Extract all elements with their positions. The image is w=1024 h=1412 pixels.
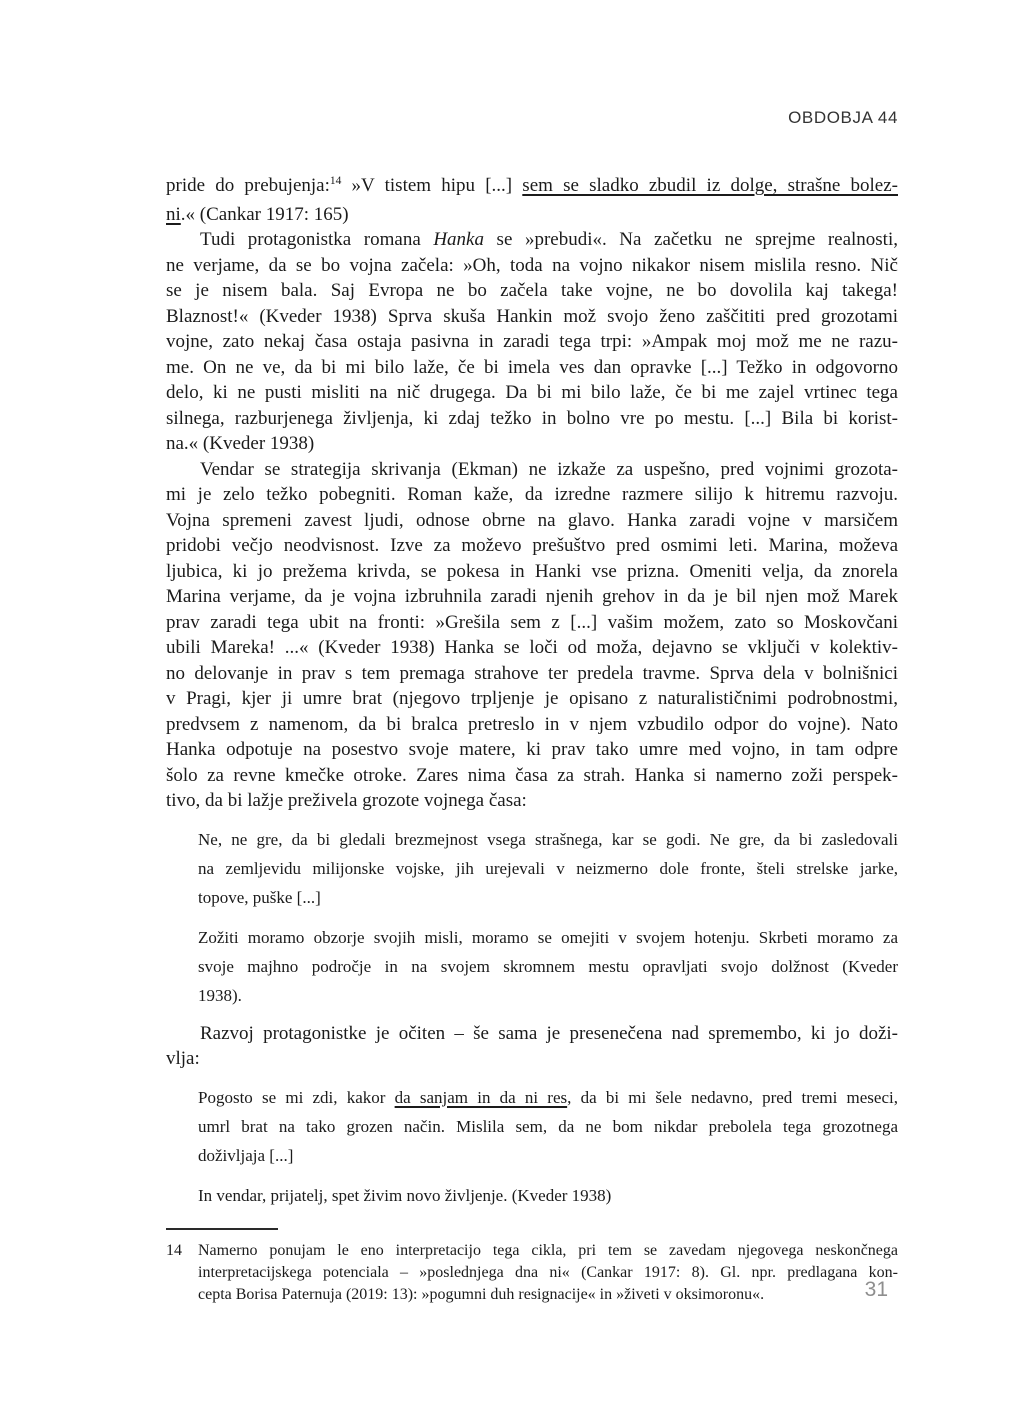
text-segment: Razvoj protagonistke je očiten – še sama je presenečena nad spremembo, ki jo doži- <box>200 1022 898 1044</box>
text-line <box>166 737 898 763</box>
text-segment: Ne, ne gre, da bi gledali brezmejnost vsega strašnega, kar se godi. Ne gre, da bi zasledovali <box>198 829 898 849</box>
text-line <box>166 355 898 381</box>
block-quote <box>198 825 898 912</box>
text-line <box>166 457 898 483</box>
text-line <box>166 1021 898 1047</box>
text-line <box>198 1240 898 1262</box>
text-segment: »V tistem hipu [...] <box>341 175 523 196</box>
text-line <box>166 1046 898 1072</box>
text-line <box>166 227 898 253</box>
text-segment: mi je zelo težko pobegniti. Roman kaže, da izredne razmere silijo k hitremu razvoju. <box>166 484 898 505</box>
text-segment: ubili Mareka! ...« (Kveder 1938) Hanka se loči od moža, dejavno se vključi v kolektiv- <box>166 637 898 658</box>
underlined-text: da sanjam in da ni res <box>394 1087 568 1107</box>
block-quote <box>198 923 898 1010</box>
footnote-separator <box>166 1228 278 1230</box>
text-segment: no delovanje in prav s tem premaga strahove ter predela travme. Sprva dela v bolnišnici <box>166 662 898 684</box>
text-segment: 1938). <box>198 985 242 1005</box>
text-line <box>166 253 898 279</box>
text-segment: ne verjame, da se bo vojna začela: »Oh, toda na vojno nikakor nisem mislila resno. Nič <box>166 254 898 276</box>
running-header: OBDOBJA 44 <box>788 108 898 127</box>
text-segment: silnega, razburjenega življenja, ki zdaj težko in bolno vre po mestu. [...] Bila bi korist- <box>166 407 898 429</box>
footnote-number: 14 <box>166 1241 182 1259</box>
text-line <box>198 854 898 883</box>
text-segment: na zemljevidu milijonske vojske, jih urejevali v neizmerno dole fronte, šteli strelske jarke, <box>198 858 898 878</box>
text-line <box>198 923 898 952</box>
text-segment: In vendar, prijatelj, spet živim novo življenje. (Kveder 1938) <box>198 1185 612 1205</box>
work-title: Hanka <box>433 229 484 250</box>
text-segment: topove, puške [...] <box>198 887 321 907</box>
text-line <box>198 981 898 1010</box>
text-line <box>166 482 898 508</box>
text-segment: interpretacijskega potenciala – »poslednjega dna ni« (Cankar 1917: 8). Gl. npr. predlagana kon- <box>198 1263 898 1281</box>
text-line <box>166 278 898 304</box>
text-segment: Vendar se strategija skrivanja (Ekman) ne izkaže za uspešno, pred vojnimi grozota- <box>200 458 898 480</box>
block-quote <box>198 1181 898 1210</box>
paragraph <box>166 227 898 457</box>
text-line <box>166 584 898 610</box>
text-segment: vojne, zato nekaj časa ostaja pasivna in zaradi tega trpi: »Ampak moj mož me ne razu- <box>166 331 898 352</box>
text-segment: šolo za revne kmečke otroke. Zares nima časa za strah. Hanka si namerno zoži perspek- <box>166 764 898 786</box>
text-line <box>198 1262 898 1284</box>
text-line <box>166 304 898 330</box>
text-segment: doživljaja [...] <box>198 1145 294 1165</box>
text-segment: Zožiti moramo obzorje svojih misli, moramo se omejiti v svojem hotenju. Skrbeti moramo za <box>198 927 898 947</box>
text-segment: me. On ne ve, da bi mi bilo laže, če bi imela ves dan opravke [...] Težko in odgovorno <box>166 356 898 378</box>
text-line <box>198 825 898 854</box>
text-segment: Pogosto se mi zdi, kakor <box>198 1087 395 1107</box>
text-segment: Tudi protagonistka romana <box>200 229 434 250</box>
text-segment: pridobi večjo neodvisnost. Izve za moževo prešuštvo pred osmimi leti. Marina, moževa <box>166 535 898 556</box>
text-segment: prav zaradi tega ubit na fronti: »Grešila sem z [...] vašim možem, zato so Moskovčani <box>166 611 898 633</box>
text-line <box>166 533 898 559</box>
text-line <box>198 1112 898 1141</box>
text-line <box>166 661 898 687</box>
text-segment: Namerno ponujam le eno interpretacijo tega cikla, pri tem se zavedam njegovega neskončnega <box>198 1241 898 1259</box>
text-segment: se je nisem bala. Saj Evropa ne bo začela take vojne, ne bo dovolila kaj takega! <box>166 280 898 301</box>
text-line <box>198 883 898 912</box>
text-line <box>198 952 898 981</box>
text-line <box>166 763 898 789</box>
content <box>166 173 898 1306</box>
text-line <box>166 712 898 738</box>
text-segment: predvsem z namenom, da bi bralca pretreslo in v njem vzbudilo odpor do vojne). Nato <box>166 713 898 735</box>
text-line <box>166 686 898 712</box>
text-segment: se »prebudi«. Na začetku ne sprejme realnosti, <box>483 229 898 250</box>
text-segment: na.« (Kveder 1938) <box>166 433 315 454</box>
text-line <box>166 508 898 534</box>
text-segment: Vojna spremeni zavest ljudi, odnose obrne na glavo. Hanka zaradi vojne v marsičem <box>166 509 898 531</box>
text-segment: , da bi mi šele nedavno, pred tremi meseci, <box>567 1087 898 1107</box>
text-line <box>166 202 898 228</box>
text-segment: cepta Borisa Paternuja (2019: 13): »pogumni duh resignacije« in »živeti v oksimoronu«. <box>198 1285 765 1303</box>
text-line <box>166 380 898 406</box>
text-line <box>198 1141 898 1170</box>
footnote-ref-marker: 14 <box>329 175 342 187</box>
text-segment: pride do prebujenja: <box>166 175 330 196</box>
text-line <box>166 635 898 661</box>
body-text <box>166 173 898 1210</box>
text-line <box>198 1284 898 1306</box>
text-line <box>166 329 898 355</box>
text-segment: Marina verjame, da je vojna izbruhnila zaradi njenih grehov in da je bil njen mož Marek <box>166 586 898 607</box>
text-segment: ljubica, ki jo prežema krivda, se pokesa in Hanki vse prizna. Omeniti velja, da znorela <box>166 560 898 582</box>
underlined-text: sem se sladko zbudil iz dolge, strašne bolez- <box>522 175 898 196</box>
paragraph <box>166 173 898 227</box>
text-line <box>166 406 898 432</box>
text-segment: delo, ki ne pusti misliti na nič drugega. Da bi mi bilo laže, če bi me zajel vrtinec tega <box>166 382 898 403</box>
text-line <box>166 788 898 814</box>
text-segment: Hanka odpotuje na posestvo svoje matere, ki prav tako umre med vojno, in tam odpre <box>166 739 898 760</box>
paragraph <box>166 457 898 814</box>
text-line <box>166 559 898 585</box>
text-segment: v Pragi, kjer ji umre brat (njegovo trpljenje je opisano z naturalističnimi podrobnostmi, <box>166 688 898 709</box>
text-segment: svoje majhno področje in na svojem skromnem mestu opravljati svojo dolžnost (Kveder <box>198 956 898 976</box>
footnote <box>166 1240 898 1306</box>
text-line <box>166 431 898 457</box>
block-quote <box>198 1083 898 1170</box>
text-segment: Blaznost!« (Kveder 1938) Sprva skuša Hankin mož svojo ženo zaščititi pred grozotami <box>166 305 898 327</box>
text-line <box>198 1083 898 1112</box>
text-segment: umrl brat na tako grozen način. Mislila sem, da ne bom nikdar prebolela tega grozotnega <box>198 1116 898 1136</box>
text-segment: vlja: <box>166 1048 200 1069</box>
text-segment: tivo, da bi lažje preživela grozote vojnega časa: <box>166 790 527 811</box>
footnote-text <box>198 1240 898 1306</box>
text-segment: .« (Cankar 1917: 165) <box>180 203 349 225</box>
text-line <box>198 1181 898 1210</box>
page-number: 31 <box>864 1278 888 1301</box>
paragraph <box>166 1021 898 1072</box>
text-line <box>166 173 898 202</box>
underlined-text: ni <box>166 203 181 225</box>
text-line <box>166 610 898 636</box>
